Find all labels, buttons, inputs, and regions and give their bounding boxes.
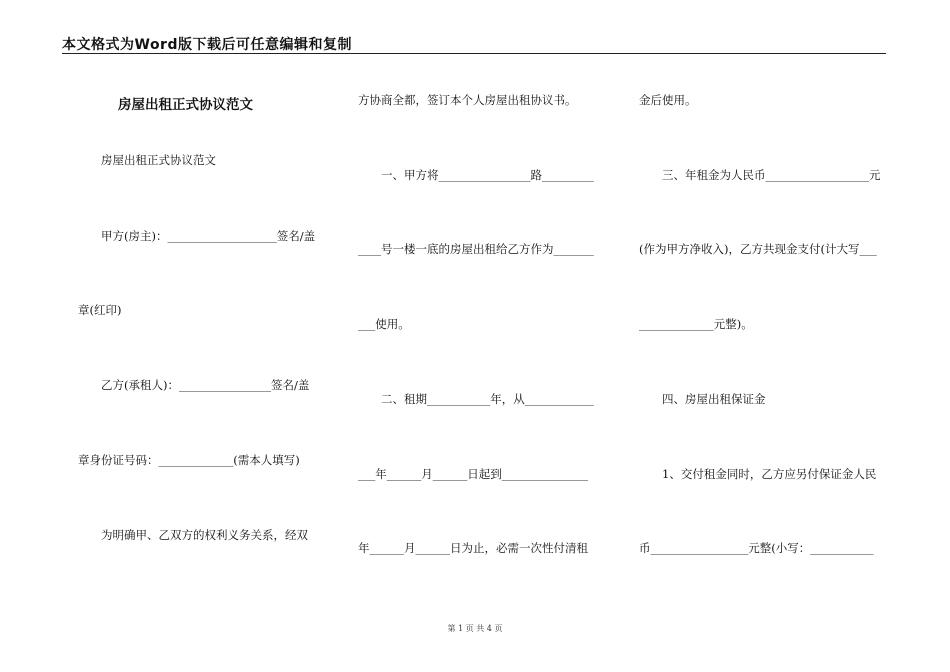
col2-line-3: ____号一楼一底的房屋出租给乙方作为_______: [358, 242, 594, 256]
col2-line-4: ___使用。: [358, 317, 410, 331]
col3-line-7: 币_________________元整(小写：___________: [639, 541, 874, 555]
col3-line-3: (作为甲方净收入)，乙方共现金支付(计大写___: [639, 242, 877, 256]
document-title: 房屋出租正式协议范文: [118, 97, 253, 113]
header-text: 本文格式为Word版下载后可任意编辑和复制: [62, 37, 352, 53]
col2-line-5: 二、租期___________年，从____________: [381, 392, 594, 406]
col1-line-2: 甲方(房主)：___________________签名/盖: [101, 229, 316, 243]
col2-line-1: 方协商全都，签订本个人房屋出租协议书。: [358, 93, 577, 107]
col3-line-1: 金后使用。: [639, 93, 697, 107]
col1-line-4: 乙方(承租人)：________________签名/盖: [101, 378, 310, 392]
col3-line-2: 三、年租金为人民币__________________元: [662, 168, 881, 182]
col1-line-1: 房屋出租正式协议范文: [101, 153, 216, 167]
col2-line-6: ___年______月______日起到_______________: [358, 467, 588, 481]
col2-line-2: 一、甲方将________________路_________: [381, 168, 594, 182]
col1-line-6: 为明确甲、乙双方的权利义务关系，经双: [101, 528, 308, 542]
col1-line-3: 章(红印): [78, 303, 122, 317]
col3-line-5: 四、房屋出租保证金: [662, 392, 766, 406]
col3-line-6: 1、交付租金同时，乙方应另付保证金人民: [662, 467, 877, 481]
page-footer: 第 1 页 共 4 页: [447, 624, 503, 633]
col3-line-4: _____________元整)。: [639, 317, 753, 331]
page-header: [62, 34, 886, 54]
col1-line-5: 章身份证号码：_____________(需本人填写): [78, 453, 300, 467]
col2-line-7: 年______月______日为止，必需一次性付清租: [358, 541, 588, 555]
